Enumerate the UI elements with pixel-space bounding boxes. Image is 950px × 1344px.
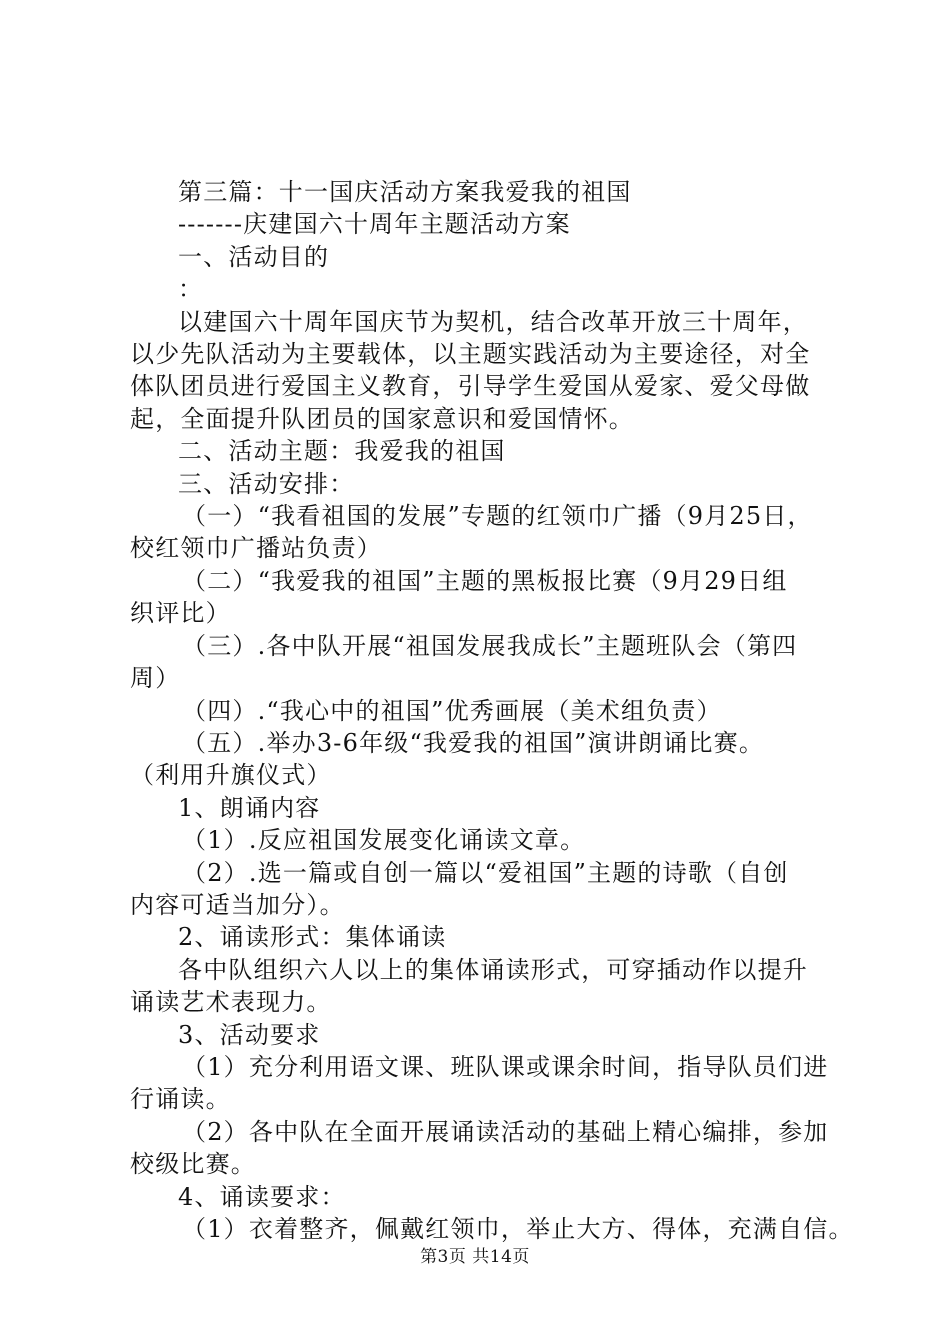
text-line: （二）“我爱我的祖国”主题的黑板报比赛（9月29日组 xyxy=(182,566,788,595)
text-line: 第三篇：十一国庆活动方案我爱我的祖国 xyxy=(178,178,632,206)
text-line: （四）.“我心中的祖国”优秀画展（美术组负责） xyxy=(182,696,722,725)
text-line: 各中队组织六人以上的集体诵读形式，可穿插动作以提升 xyxy=(178,955,808,984)
text-line: 校级比赛。 xyxy=(130,1150,256,1179)
text-line: 三、活动安排： xyxy=(178,469,355,498)
text-line: 2、诵读形式：集体诵读 xyxy=(178,923,447,952)
text-line: 1、朗诵内容 xyxy=(178,793,321,822)
text-line: 起，全面提升队团员的国家意识和爱国情怀。 xyxy=(130,404,634,433)
text-line: （1）充分利用语文课、班队课或课余时间，指导队员们进 xyxy=(182,1052,829,1081)
text-line: 二、活动主题：我爱我的祖国 xyxy=(178,437,506,466)
text-line: （三）.各中队开展“祖国发展我成长”主题班队会（第四 xyxy=(182,631,798,660)
text-line: （1）衣着整齐，佩戴红领巾，举止大方、得体，充满自信。 xyxy=(182,1215,854,1243)
page-footer: 第3页 共14页 xyxy=(420,1247,530,1267)
text-line: （1）.反应祖国发展变化诵读文章。 xyxy=(182,826,586,855)
text-line: 校红领巾广播站负责） xyxy=(130,534,382,563)
text-line: （利用升旗仪式） xyxy=(130,761,332,790)
text-line: 4、诵读要求： xyxy=(178,1182,346,1211)
text-line: 以建国六十周年国庆节为契机，结合改革开放三十周年， xyxy=(178,307,808,336)
document-body xyxy=(130,176,854,1245)
text-line: ： xyxy=(178,275,204,304)
text-line: 行诵读。 xyxy=(130,1085,231,1114)
text-line: 内容可适当加分）。 xyxy=(130,890,345,919)
text-line: 诵读艺术表现力。 xyxy=(130,988,332,1017)
text-line: 一、活动目的 xyxy=(178,242,330,271)
text-line: 3、活动要求 xyxy=(178,1020,321,1049)
text-line: 织评比） xyxy=(130,599,231,628)
text-line: 周） xyxy=(130,664,181,693)
text-line: （2）各中队在全面开展诵读活动的基础上精心编排，参加 xyxy=(182,1117,829,1146)
text-line: 体队团员进行爱国主义教育，引导学生爱国从爱家、爱父母做 xyxy=(130,372,811,401)
text-line: （一）“我看祖国的发展”专题的红领巾广播（9月25日， xyxy=(182,502,813,531)
text-line: 以少先队活动为主要载体，以主题实践活动为主要途径，对全 xyxy=(130,340,811,369)
text-line: （2）.选一篇或自创一篇以“爱祖国”主题的诗歌（自创 xyxy=(182,858,789,887)
text-line: （五）.举办3-6年级“我爱我的祖国”演讲朗诵比赛。 xyxy=(182,728,765,757)
text-line: -------庆建国六十周年主题活动方案 xyxy=(178,210,571,239)
